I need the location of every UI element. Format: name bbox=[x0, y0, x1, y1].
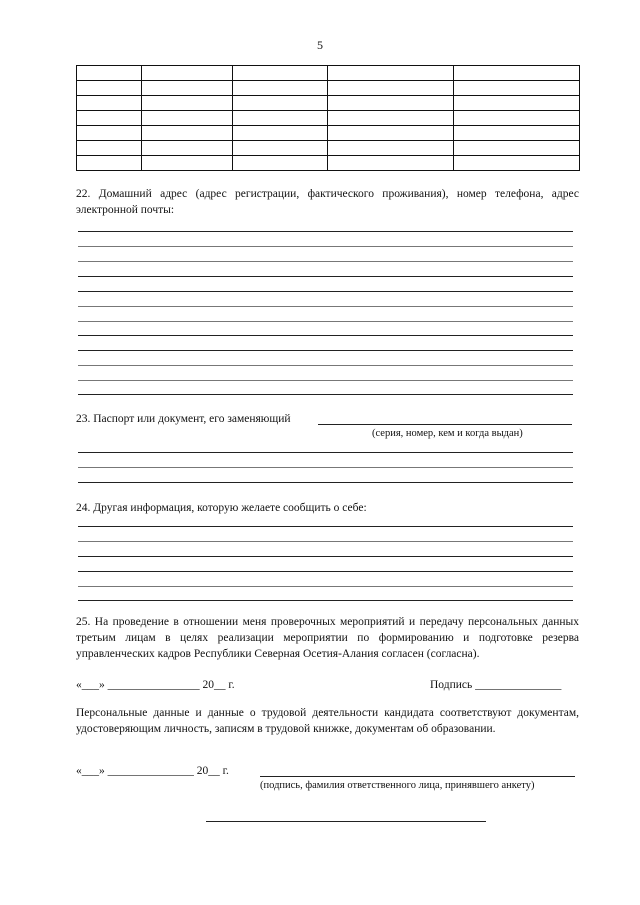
table-cell[interactable] bbox=[142, 111, 233, 126]
table-cell[interactable] bbox=[142, 156, 233, 171]
table-cell[interactable] bbox=[233, 141, 328, 156]
table-cell[interactable] bbox=[454, 66, 580, 81]
item-24-line[interactable] bbox=[78, 586, 573, 587]
continuation-table bbox=[76, 65, 580, 171]
table-cell[interactable] bbox=[77, 96, 142, 111]
table-cell[interactable] bbox=[233, 81, 328, 96]
table-cell[interactable] bbox=[142, 141, 233, 156]
item-22-line[interactable] bbox=[78, 306, 573, 307]
table-cell[interactable] bbox=[77, 111, 142, 126]
table-cell[interactable] bbox=[233, 66, 328, 81]
table-cell[interactable] bbox=[328, 66, 454, 81]
page-number: 5 bbox=[317, 38, 323, 52]
item-24-line[interactable] bbox=[78, 600, 573, 601]
item-24-text: 24. Другая информация, которую желаете сообщить о себе: bbox=[76, 502, 367, 514]
table-cell[interactable] bbox=[77, 126, 142, 141]
table-cell[interactable] bbox=[328, 141, 454, 156]
item-22-line[interactable] bbox=[78, 231, 573, 232]
table-cell[interactable] bbox=[454, 126, 580, 141]
item-22-text: 22. Домашний адрес (адрес регистрации, фактического проживания), номер телефона, адрес электронной почты: bbox=[76, 188, 579, 216]
item-24-line[interactable] bbox=[78, 541, 573, 542]
table-cell[interactable] bbox=[142, 66, 233, 81]
table-body bbox=[77, 66, 580, 171]
table-cell[interactable] bbox=[77, 141, 142, 156]
table-cell[interactable] bbox=[77, 66, 142, 81]
responsible-signature-caption: (подпись, фамилия ответственного лица, принявшего анкету) bbox=[260, 780, 535, 791]
consent-signature-field[interactable]: Подпись _______________ bbox=[430, 679, 562, 691]
table-row bbox=[77, 66, 580, 81]
item-23-line[interactable] bbox=[78, 467, 573, 468]
item-22-line[interactable] bbox=[78, 365, 573, 366]
table-row bbox=[77, 111, 580, 126]
item-22-line[interactable] bbox=[78, 380, 573, 381]
item-22-line[interactable] bbox=[78, 246, 573, 247]
table-row bbox=[77, 81, 580, 96]
table-cell[interactable] bbox=[233, 126, 328, 141]
table-cell[interactable] bbox=[328, 111, 454, 126]
table-cell[interactable] bbox=[454, 156, 580, 171]
table-row bbox=[77, 126, 580, 141]
table-cell[interactable] bbox=[454, 81, 580, 96]
item-25-consent-text: 25. На проведение в отношении меня проверочных мероприятий и передачу персональных данных третьим лицам в целях реализации мероприятии по формированию и подготовке резерва управленческих кадров Республики Северная Осетия-Алания согласен (согласна). bbox=[76, 616, 579, 660]
verification-date-field[interactable]: «___» _______________ 20__ г. bbox=[76, 765, 229, 777]
item-22-line[interactable] bbox=[78, 350, 573, 351]
table-cell[interactable] bbox=[142, 126, 233, 141]
item-22-line[interactable] bbox=[78, 261, 573, 262]
table-cell[interactable] bbox=[233, 156, 328, 171]
table-cell[interactable] bbox=[142, 81, 233, 96]
item-22-line[interactable] bbox=[78, 335, 573, 336]
table-cell[interactable] bbox=[77, 81, 142, 96]
table-row bbox=[77, 141, 580, 156]
table-cell[interactable] bbox=[454, 96, 580, 111]
table-cell[interactable] bbox=[328, 96, 454, 111]
item-24-line[interactable] bbox=[78, 571, 573, 572]
table-cell[interactable] bbox=[328, 81, 454, 96]
table-cell[interactable] bbox=[454, 141, 580, 156]
item-23-caption: (серия, номер, кем и когда выдан) bbox=[372, 428, 523, 439]
verification-text: Персональные данные и данные о трудовой деятельности кандидата соответствуют документам, удостоверяющим личность, записям в трудовой книжке, документам об образовании. bbox=[76, 707, 579, 735]
table-cell[interactable] bbox=[77, 156, 142, 171]
table-cell[interactable] bbox=[454, 111, 580, 126]
passport-field-line[interactable] bbox=[318, 424, 572, 425]
item-24-line[interactable] bbox=[78, 526, 573, 527]
item-24-line[interactable] bbox=[78, 556, 573, 557]
table-row bbox=[77, 96, 580, 111]
table-cell[interactable] bbox=[233, 96, 328, 111]
consent-date-field[interactable]: «___» ________________ 20__ г. bbox=[76, 679, 235, 691]
table-row bbox=[77, 156, 580, 171]
responsible-signature-line[interactable] bbox=[260, 776, 575, 777]
table-cell[interactable] bbox=[142, 96, 233, 111]
item-23-line[interactable] bbox=[78, 482, 573, 483]
item-22-line[interactable] bbox=[78, 394, 573, 395]
table-cell[interactable] bbox=[328, 126, 454, 141]
item-23-text: 23. Паспорт или документ, его заменяющий bbox=[76, 413, 291, 425]
closing-line bbox=[206, 821, 486, 822]
table-cell[interactable] bbox=[233, 111, 328, 126]
item-22-line[interactable] bbox=[78, 291, 573, 292]
item-22-line[interactable] bbox=[78, 276, 573, 277]
table-cell[interactable] bbox=[328, 156, 454, 171]
item-23-line[interactable] bbox=[78, 452, 573, 453]
item-22-line[interactable] bbox=[78, 321, 573, 322]
